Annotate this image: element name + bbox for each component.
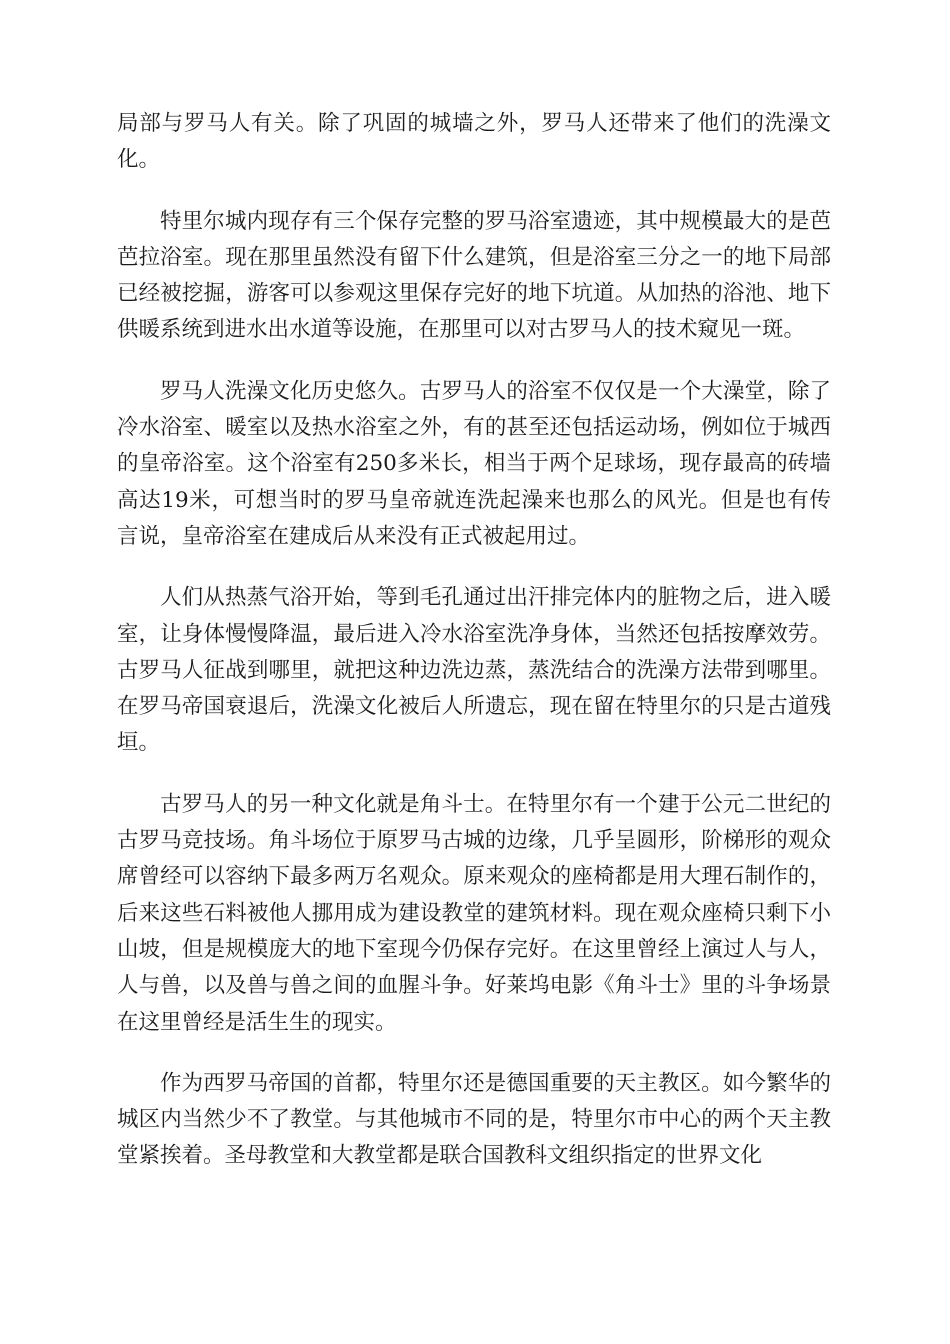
paragraph-amphitheater: 古罗马人的另一种文化就是角斗士。在特里尔有一个建于公元二世纪的古罗马竞技场。角斗场位于原罗马古城的边缘，几乎呈圆形，阶梯形的观众席曾经可以容纳下最多两万名观众。原来观众的座椅都是用大理石制作的，后来这些石料被他人挪用成为建设教堂的建筑材料。现在观众座椅只剩下小山坡，但是规模庞大的地下室现今仍保存完好。在这里曾经上演过人与人，人与兽，以及兽与兽之间的血腥斗争。好莱坞电影《角斗士》里的斗争场景在这里曾经是活生生的现实。: [117, 791, 831, 1035]
paragraph-barbara-baths: 特里尔城内现存有三个保存完整的罗马浴室遗迹，其中规模最大的是芭芭拉浴室。现在那里虽然没有留下什么建筑，但是浴室三分之一的地下局部已经被挖掘，游客可以参观这里保存完好的地下坑道。从加热的浴池、地下供暖系统到进水出水道等设施，在那里可以对古罗马人的技术窥见一斑。: [117, 208, 831, 343]
paragraph-continuation: 局部与罗马人有关。除了巩固的城墙之外，罗马人还带来了他们的洗澡文化。: [117, 111, 831, 173]
paragraph-imperial-baths: 罗马人洗澡文化历史悠久。古罗马人的浴室不仅仅是一个大澡堂，除了冷水浴室、暖室以及热水浴室之外，有的甚至还包括运动场，例如位于城西的皇帝浴室。这个浴室有250多米长，相当于两个足球场，现存最高的砖墙高达19米，可想当时的罗马皇帝就连洗起澡来也那么的风光。但是也有传言说，皇帝浴室在建成后从来没有正式被起用过。: [117, 378, 831, 549]
paragraph-cathedrals: 作为西罗马帝国的首都，特里尔还是德国重要的天主教区。如今繁华的城区内当然少不了教堂。与其他城市不同的是，特里尔市中心的两个天主教堂紧挨着。圣母教堂和大教堂都是联合国教科文组织指定的世界文化: [117, 1070, 831, 1169]
paragraph-bathing-process: 人们从热蒸气浴开始，等到毛孔通过出汗排完体内的脏物之后，进入暖室，让身体慢慢降温，最后进入冷水浴室洗净身体，当然还包括按摩效劳。古罗马人征战到哪里，就把这种边洗边蒸，蒸洗结合的洗澡方法带到哪里。在罗马帝国衰退后，洗澡文化被后人所遗忘，现在留在特里尔的只是古道残垣。: [117, 585, 831, 756]
document-body: [117, 106, 831, 1200]
